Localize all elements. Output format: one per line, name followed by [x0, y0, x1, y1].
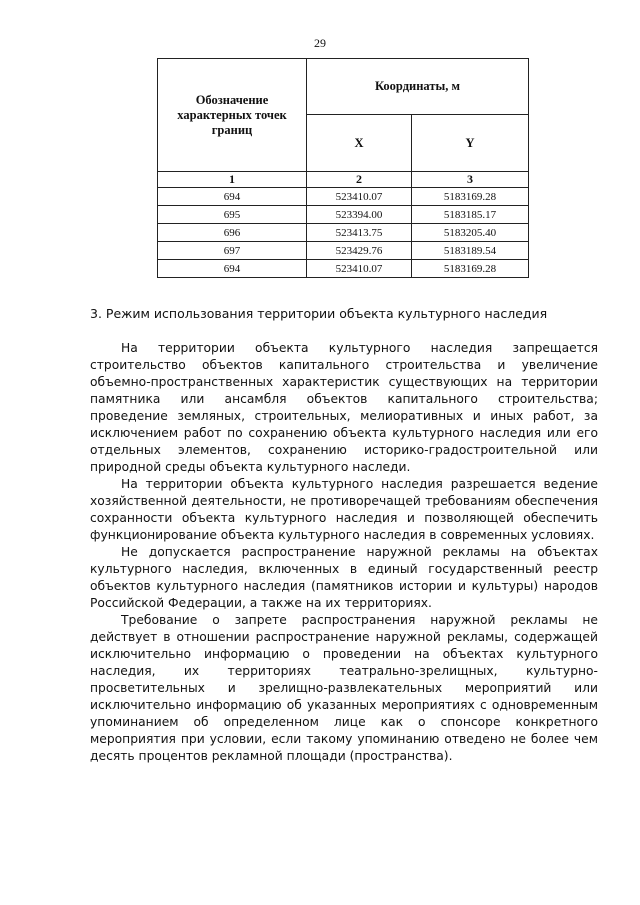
header-x: X — [307, 115, 412, 172]
column-number-row — [158, 172, 529, 188]
point-cell: 694 — [158, 260, 307, 278]
table-row — [158, 188, 529, 206]
column-number: 2 — [307, 172, 412, 188]
x-cell: 523413.75 — [307, 224, 412, 242]
y-cell: 5183169.28 — [411, 260, 528, 278]
table-row — [158, 260, 529, 278]
x-cell: 523429.76 — [307, 242, 412, 260]
column-number: 1 — [158, 172, 307, 188]
paragraph: Не допускается распространение наружной рекламы на объектах культурного наследия, включенных в единый государственный реестр объектов культурного наследия (памятников истории и культуры) народов Российской Федерации, а также на их территориях. — [90, 545, 598, 610]
header-y: Y — [411, 115, 528, 172]
x-cell: 523394.00 — [307, 206, 412, 224]
page-number: 29 — [314, 36, 326, 50]
header-point-designation: Обозначение характерных точек границ — [158, 59, 307, 172]
section-heading: 3. Режим использования территории объекта культурного наследия — [90, 306, 548, 321]
y-cell: 5183185.17 — [411, 206, 528, 224]
table-row — [158, 224, 529, 242]
table-row — [158, 242, 529, 260]
x-cell: 523410.07 — [307, 260, 412, 278]
paragraph: На территории объекта культурного наследия разрешается ведение хозяйственной деятельности, не противоречащей требованиям обеспечения сохранности объекта культурного наследия и позволяющей обеспечить функционирование объекта культурного наследия в современных условиях. — [90, 477, 598, 542]
column-number: 3 — [411, 172, 528, 188]
paragraph: На территории объекта культурного наследия запрещается строительство объектов капитального строительства и увеличение объемно-пространственных характеристик существующих на территории памятника или ансамбля объектов капитального строительства; проведение земляных, строительных, мелиоративных и иных работ, за исключением работ по сохранению объекта культурного наследия или его отдельных элементов, сохранению историко-градостроительной или природной среды объекта культурного наследи. — [90, 341, 598, 474]
header-coordinates: Координаты, м — [307, 59, 529, 115]
y-cell: 5183205.40 — [411, 224, 528, 242]
y-cell: 5183189.54 — [411, 242, 528, 260]
y-cell: 5183169.28 — [411, 188, 528, 206]
point-cell: 695 — [158, 206, 307, 224]
table-row — [158, 206, 529, 224]
x-cell: 523410.07 — [307, 188, 412, 206]
paragraph: Требование о запрете распространения наружной рекламы не действует в отношении распространение наружной рекламы, содержащей исключительно информацию о проведении на объектах культурного наследия, их территориях театрально-зрелищных, культурно-просветительных и зрелищно-развлекательных мероприятий или исключительно информацию об указанных мероприятиях с одновременным упоминанием об определенном лице как о спонсоре конкретного мероприятия при условии, если такому упоминанию отведено не более чем десять процентов рекламной площади (пространства). — [90, 613, 598, 763]
point-cell: 694 — [158, 188, 307, 206]
coordinates-table — [157, 58, 529, 278]
point-cell: 697 — [158, 242, 307, 260]
body-text — [90, 340, 598, 765]
point-cell: 696 — [158, 224, 307, 242]
